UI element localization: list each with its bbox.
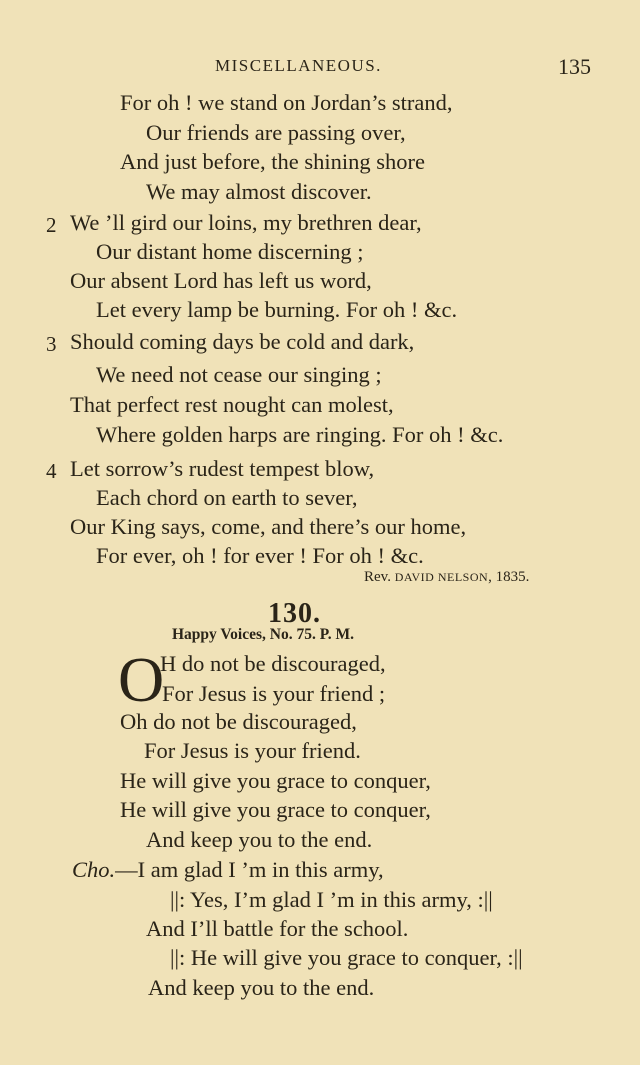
verse-line: He will give you grace to conquer, [120,768,431,793]
verse-number: 4 [46,459,57,483]
verse-line: For Jesus is your friend. [144,738,361,763]
verse-line: And just before, the shining shore [120,149,425,174]
author-name: DAVID NELSON [394,570,489,584]
verse-line: Where golden harps are ringing. For oh ! &c. [96,422,504,447]
verse-line: H do not be discouraged, [160,651,386,676]
verse-line: We may almost discover. [146,179,372,204]
verse-line: Our King says, come, and there’s our home, [70,514,467,539]
verse-number: 2 [46,213,57,237]
chorus-first-line [72,855,384,885]
verse-line: For Jesus is your friend ; [162,681,386,706]
verse-line: Let sorrow’s rudest tempest blow, [70,456,375,481]
drop-cap: O [118,644,165,715]
verse-line: Should coming days be cold and dark, [70,329,415,354]
author-year: , 1835. [488,569,530,585]
verse-line: He will give you grace to conquer, [120,797,431,822]
running-header: MISCELLANEOUS. [215,56,382,75]
chorus-line: And keep you to the end. [148,975,375,1000]
verse-line: Our absent Lord has left us word, [70,268,372,293]
author-prefix: Rev. [364,569,395,585]
hymn-author [364,569,529,586]
verse-line: Our distant home discerning ; [96,239,364,264]
chorus-line: ||: He will give you grace to conquer, :|| [170,945,523,970]
chorus-line: —I am glad I ’m in this army, [115,857,384,882]
chorus-line: ||: Yes, I’m glad I ’m in this army, :|| [170,887,493,912]
tune-reference: Happy Voices, No. 75. P. M. [172,626,355,643]
verse-line: We ’ll gird our loins, my brethren dear, [70,210,422,235]
verse-line: We need not cease our singing ; [96,362,382,387]
verse-line: And keep you to the end. [146,827,373,852]
verse-line: For oh ! we stand on Jordan’s strand, [120,90,453,115]
chorus-line: And I’ll battle for the school. [146,916,409,941]
verse-line: Our friends are passing over, [146,120,406,145]
verse-line: For ever, oh ! for ever ! For oh ! &c. [96,543,424,568]
chorus-label: Cho. [72,857,116,882]
verse-line: Each chord on earth to sever, [96,485,358,510]
verse-line: That perfect rest nought can molest, [70,392,394,417]
page-number: 135 [558,54,591,79]
verse-line: Oh do not be discouraged, [120,709,357,734]
hymn-number: 130. [268,598,321,629]
verse-number: 3 [46,332,57,356]
verse-line: Let every lamp be burning. For oh ! &c. [96,297,458,322]
